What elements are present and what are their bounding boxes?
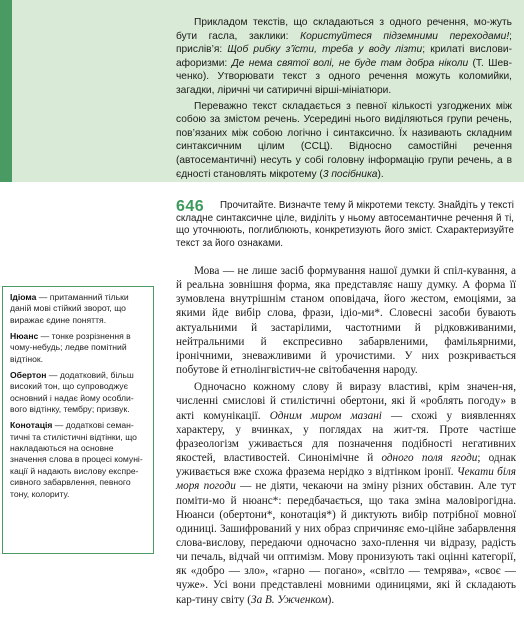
exercise-instruction: Прочитайте. Визначте тему й мікротеми тексту. Знайдіть у тексті складне синтаксичне ціле, виділіть у ньому автосемантичне речення й ті, що уточнюють, поглиблюють, конкретизують його зміст. Схарактеризуйте текст за його ознаками. (176, 200, 514, 249)
reading-text (176, 264, 516, 607)
panel-accent-bar (0, 0, 12, 182)
glossary-entry: Ідіома — притаманний тільки даній мові стійкий зворот, що виражає єдине поняття. (10, 292, 129, 325)
theory-text (176, 16, 512, 181)
glossary-entry: Конотація — додаткові семан-тичні та стилістичні відтінки, що накладаються на основне значення слова в процесі комуні-кації й надають вислову експре-сивного забарвлення, певного тону, колориту. (10, 420, 143, 499)
glossary-box (2, 286, 154, 554)
theory-paragraph-1: Прикладом текстів, що складаються з одного речення, мо-жуть бути гасла, заклики: Користуйтеся підземними переходами!; прислів’я: Щоб рибку з’їсти, треба у воду лізти; крилаті вислови-афоризми: Де нема святої волі, не буде там добра ніколи (Т. Шев-ченко). Утворювати текст з одного речення можуть коломийки, загадки, ліричні чи сатиричні вірші-мініатюри. (176, 17, 512, 96)
glossary-entry: Нюанс — тонке розрізнення в чому-небудь; ледве помітний відтінок. (10, 331, 131, 364)
glossary-entry: Обертон — додатковий, більш високий тон, що супроводжує основний і надає йому особли-вого відтінку, тембру; призвук. (10, 370, 134, 415)
theory-panel (0, 0, 524, 182)
theory-paragraph-2: Переважно текст складається з певної кількості узгоджених між собою за змістом речень. Усередині нього виділяються групи речень, пов’язаних між собою логічно і синтаксично. Їх називають складним синтаксичним цілим (ССЦ). Відносно самостійні речення (автосемантичні) несуть у собі головну інформацію групи речень, а в єдності становлять мікротему (3 посібника). (176, 100, 512, 180)
exercise-number: 646 (176, 198, 205, 215)
reading-paragraph-1: Мова — не лише засіб формування нашої думки й спіл-кування, а й реальна зовнішня форма, яка представляє нашу думку. А форма її зумовлена внутрішнім станом оповідача, його жестом, емоціями, за якими йде вибір слова, фрази, ідіо-ми*. Словесні засоби бувають актуальними й застарілими, частотними й рідковживаними, нейтральними й експресивно забарвленими, фамільярними, іронічними, зневажливими й урочистими. У них розкривається побутове й етнолінгвістич-не світобачення народу. (176, 265, 516, 377)
exercise-task (176, 198, 514, 250)
reading-paragraph-2: Одночасно кожному слову й виразу властиві, крім значен-ня, численні смислові й стилістичні обертони, які й «роблять погоду» в акті комунікації. Одним миром мазані — схожі у виявленнях характеру, у вчинках, у поглядах на жит-тя. Проте частіше фразеологізм уживається для позначення подібності негативних якостей, властивостей. Синонімічне й одного поля ягоди; однак уживається вже схожа фразема нерідко з відтінком іронії. Чекати біля моря погоди — не діяти, чекаючи на зміну різних обставин. Але тут поміти-мо й нюанс*: передбачається, що така зміна маловірогідна. Нюанси (обертони*, конотація*) й диктують вибір потрібної мовної одиниці. Зашифрований у них образ спричиняє емо-ційне забарвлення слова-вислову, передаючи одночасно захо-плення чи відразу, радість чи печаль, відчай чи оптимізм. Мову пронизують такі оцінні категорії, як «добро — зло», «гарно — погано», «світло — темрява», «своє — чуже». Усі вони представлені мовними одиницями, які й складають кар-тину світу (За В. Ужченком). (176, 381, 516, 606)
